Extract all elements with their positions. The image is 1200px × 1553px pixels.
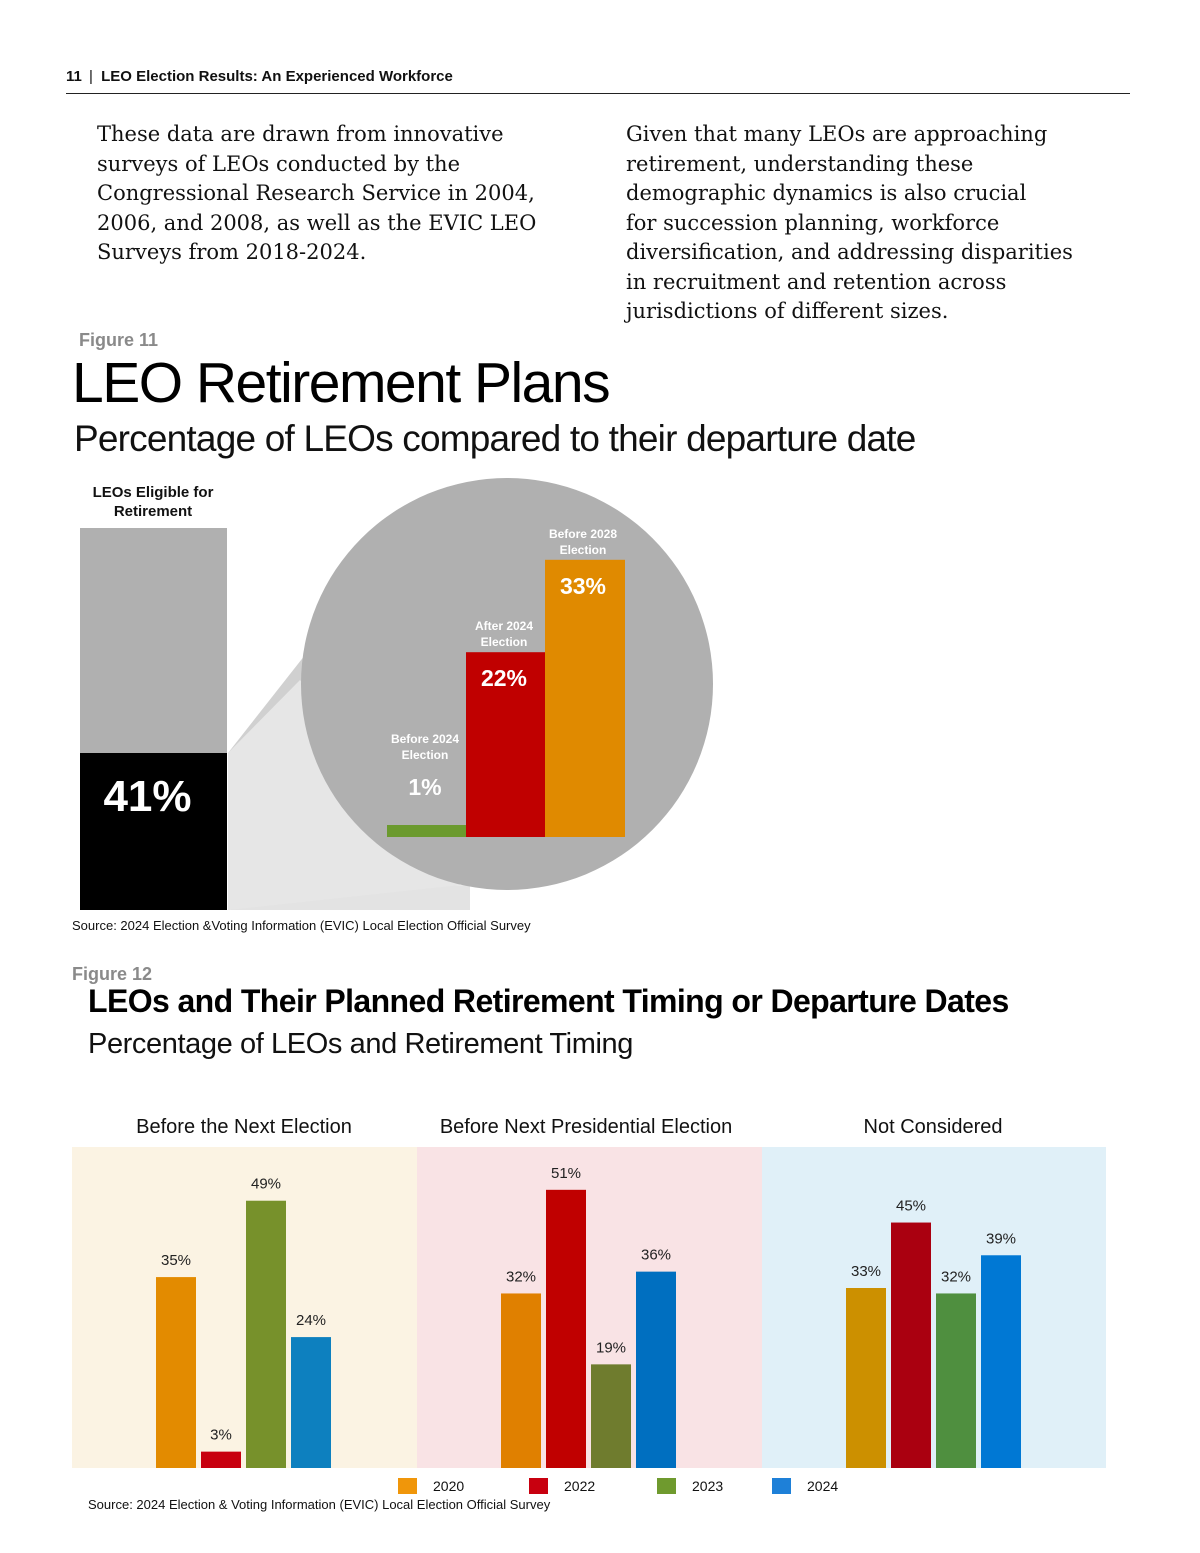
intro-right-line: demographic dynamics is also crucial [626,181,1027,205]
timing-bar [981,1255,1021,1468]
timing-value-label: 39% [985,1230,1017,1248]
figure12-label: Figure 12 [72,964,153,984]
legend-label: 2024 [807,1478,839,1494]
timing-value-label: 33% [850,1263,882,1280]
timing-value-label: 19% [595,1339,627,1357]
group-panel [762,1147,1106,1468]
figure12-source: Source: 2024 Election & Voting Information (EVIC) Local Election Official Survey [88,1497,551,1512]
figure11-subtitle: Percentage of LEOs compared to their departure date [74,418,916,459]
intro-left-line: 2006, and 2008, as well as the EVIC LEO [97,210,537,235]
timing-bar [936,1293,976,1468]
intro-left-line: These data are drawn from innovative [97,122,504,146]
legend-item-2024 [772,1476,838,1496]
intro-right-line: in recruitment and retention across [626,269,1007,294]
legend-item-2020 [398,1476,464,1496]
figure11-label: Figure 11 [79,330,159,350]
retirement-category-label: Election [480,635,528,650]
header-separator: | [89,68,93,85]
intro-right-line: jurisdictions of different sizes. [626,299,949,323]
page-number: 11 [66,68,82,85]
timing-bar [546,1190,586,1468]
figure12-subtitle: Percentage of LEOs and Retirement Timing [88,1028,633,1060]
legend-label: 2022 [564,1478,596,1494]
intro-right-line: retirement, understanding these [626,151,974,176]
retirement-category-label: After 2024 [474,619,534,634]
intro-left-line: Surveys from 2018-2024. [97,240,367,264]
retirement-value-label: 1% [408,774,442,800]
timing-value-label: 45% [895,1197,927,1215]
group-title: Before the Next Election [136,1116,352,1138]
intro-left-paragraph [97,120,597,268]
timing-value-label: 36% [640,1246,672,1264]
legend-swatch [772,1478,791,1494]
legend-item-2023 [657,1476,723,1496]
retirement-bar [545,560,625,837]
running-header [66,68,453,85]
figure12-chart [0,1100,1200,1470]
legend-swatch [529,1478,548,1494]
retirement-category-label: Election [401,748,449,762]
timing-bar [636,1272,676,1468]
legend-swatch [398,1478,417,1494]
timing-value-label: 32% [940,1268,972,1286]
group-panel [417,1147,762,1468]
legend-item-2022 [529,1476,595,1496]
figure11-title: LEO Retirement Plans [72,351,610,415]
retirement-category-label: Before 2028 [548,526,618,541]
retirement-category-label: Election [559,542,607,557]
retirement-bar [387,825,467,837]
timing-value-label: 32% [505,1268,537,1286]
intro-right-line: diversification, and addressing disparities [626,240,1073,264]
timing-bar [156,1277,196,1468]
timing-bar [846,1288,886,1468]
eligible-label-line1: LEOs Eligible for [92,484,214,501]
timing-value-label: 3% [210,1426,232,1444]
timing-value-label: 35% [160,1252,192,1270]
timing-value-label: 49% [250,1175,282,1193]
eligible-label-line2: Retirement [113,503,193,520]
eligible-value-label: 41% [103,772,192,821]
timing-bar [201,1452,241,1468]
figure11-chart [0,470,760,910]
group-title: Before Next Presidential Election [439,1116,733,1138]
timing-bar [891,1223,931,1468]
figure12-title: LEOs and Their Planned Retirement Timing or Departure Dates [88,983,1009,1019]
legend-label: 2020 [433,1478,465,1494]
timing-bar [291,1337,331,1468]
timing-bar [246,1201,286,1468]
legend-label: 2023 [692,1478,724,1494]
intro-left-line: Congressional Research Service in 2004, [97,181,535,205]
timing-value-label: 24% [295,1312,327,1330]
retirement-category-label: Before 2024 [390,732,460,746]
intro-right-paragraph [626,120,1146,327]
timing-bar [501,1293,541,1468]
legend-swatch [657,1478,676,1494]
retirement-value-label: 33% [559,572,607,599]
figure11-source: Source: 2024 Election &Voting Information (EVIC) Local Election Official Survey [72,918,531,933]
header-title: LEO Election Results: An Experienced Workforce [101,68,453,85]
header-rule [66,93,1130,94]
intro-left-line: surveys of LEOs conducted by the [97,151,460,176]
timing-value-label: 51% [550,1164,582,1182]
intro-right-line: for succession planning, workforce [626,210,1000,235]
group-title: Not Considered [863,1116,1003,1138]
intro-right-line: Given that many LEOs are approaching [626,122,1048,146]
timing-groups [72,1116,1106,1468]
group-panel [72,1147,417,1468]
timing-bar [591,1364,631,1468]
retirement-value-label: 22% [480,665,528,692]
